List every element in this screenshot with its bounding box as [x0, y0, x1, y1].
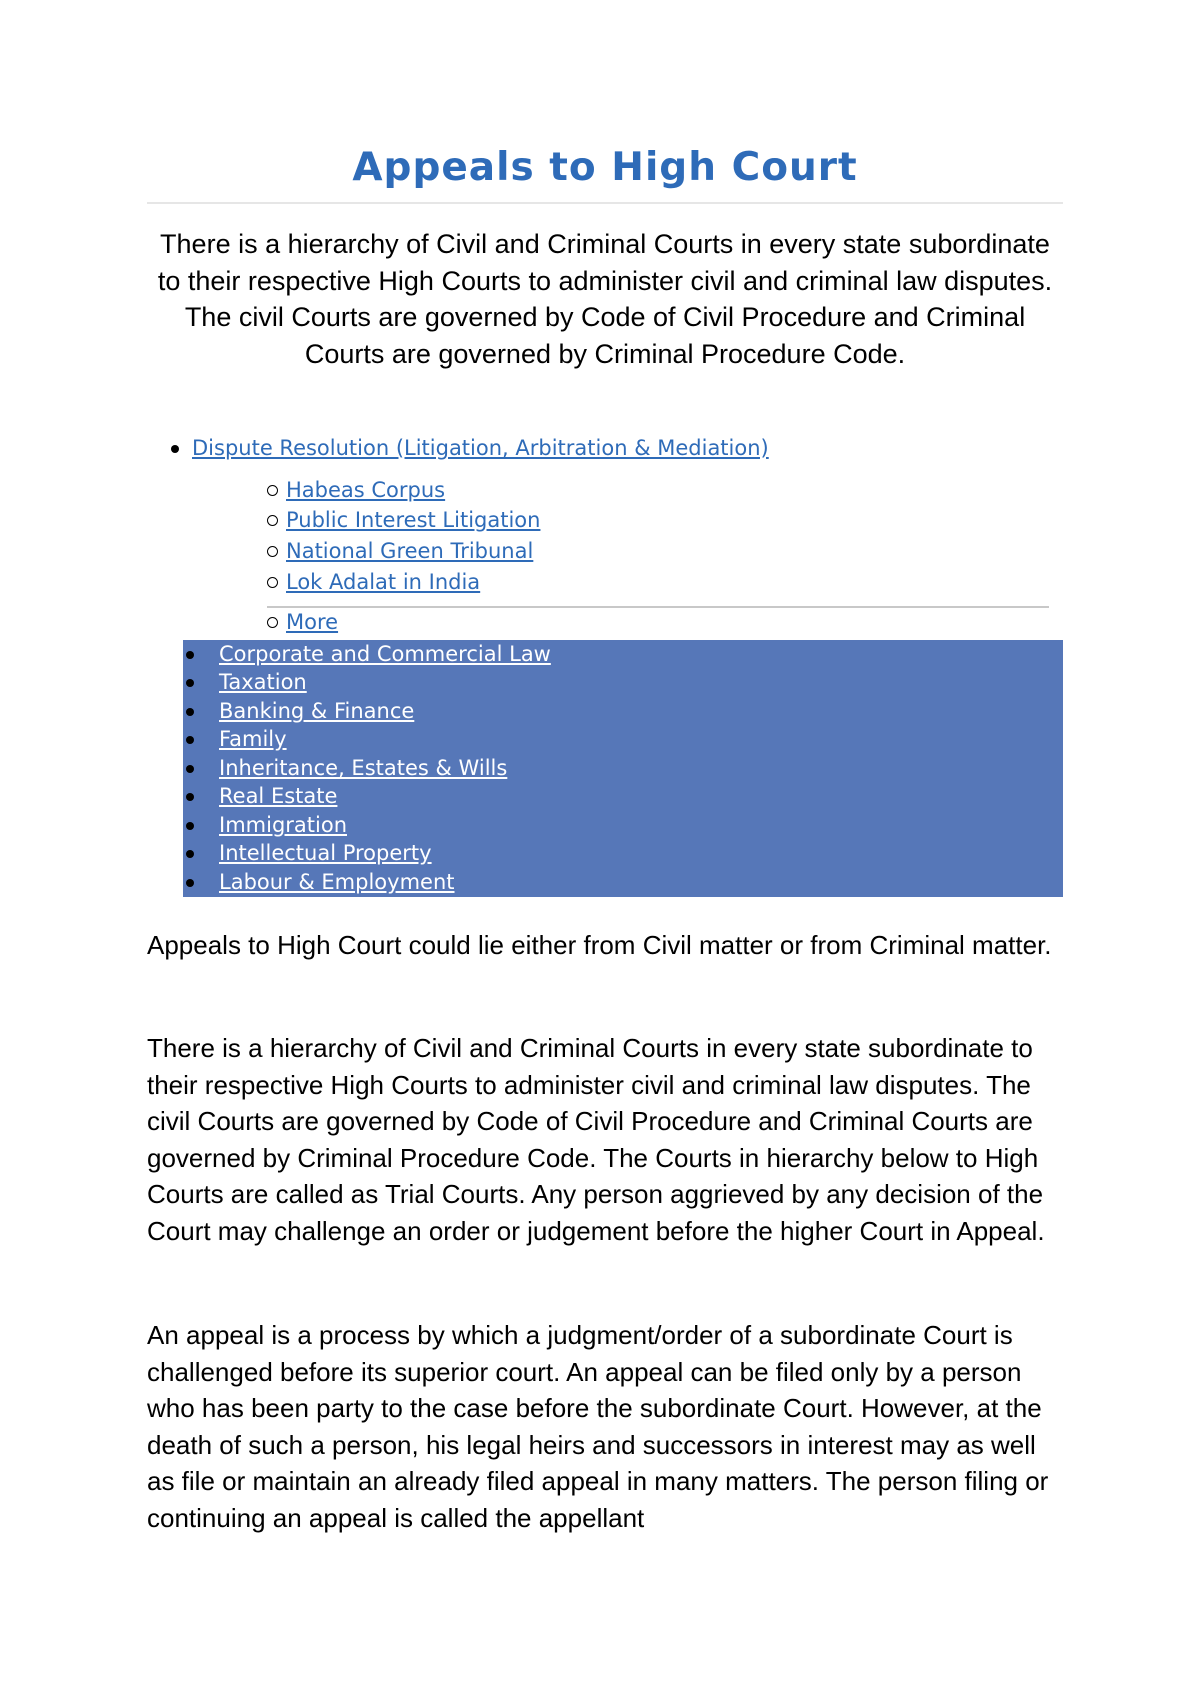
circle-bullet-icon	[267, 485, 278, 496]
bullet-icon	[186, 679, 194, 687]
category-link-immigration[interactable]: Immigration	[219, 813, 347, 837]
circle-bullet-icon	[267, 546, 278, 557]
category-link-family[interactable]: Family	[219, 727, 287, 751]
category-link-real-estate[interactable]: Real Estate	[219, 784, 338, 808]
category-link-labour[interactable]: Labour & Employment	[219, 870, 455, 894]
sub-list-item	[267, 537, 533, 565]
sub-list-item	[267, 568, 480, 596]
category-link-inheritance[interactable]: Inheritance, Estates & Wills	[219, 756, 508, 780]
category-link-corporate[interactable]: Corporate and Commercial Law	[219, 642, 551, 666]
category-panel	[183, 640, 1063, 897]
category-item	[219, 782, 337, 810]
category-item	[219, 725, 287, 753]
title-divider	[147, 202, 1063, 204]
category-item	[219, 668, 307, 696]
category-link-intellectual-property[interactable]: Intellectual Property	[219, 841, 432, 865]
body-paragraph: Appeals to High Court could lie either from Civil matter or from Criminal matter.	[147, 930, 1052, 960]
sub-list-divider	[267, 606, 1049, 608]
circle-bullet-icon	[267, 577, 278, 588]
bullet-icon	[186, 765, 194, 773]
public-interest-litigation-link[interactable]: Public Interest Litigation	[286, 508, 541, 532]
national-green-tribunal-link[interactable]: National Green Tribunal	[286, 539, 534, 563]
bullet-icon	[186, 651, 194, 659]
dispute-resolution-link[interactable]: Dispute Resolution (Litigation, Arbitration & Mediation)	[192, 436, 769, 460]
bullet-icon	[186, 850, 194, 858]
list-item-dispute-resolution	[192, 434, 769, 462]
habeas-corpus-link[interactable]: Habeas Corpus	[286, 478, 446, 502]
bullet-icon	[186, 793, 194, 801]
intro-paragraph: There is a hierarchy of Civil and Criminal Courts in every state subordinate to their respective High Courts to administer civil and criminal law disputes. The civil Courts are governed by Code of Civil Procedure and Criminal Courts are governed by Criminal Procedure Code.	[157, 229, 1053, 369]
category-item	[219, 839, 432, 867]
category-item	[219, 697, 414, 725]
body-paragraph: There is a hierarchy of Civil and Criminal Courts in every state subordinate to their respective High Courts to administer civil and criminal law disputes. The civil Courts are governed by Code of Civil Procedure and Criminal Courts are governed by Criminal Procedure Code. The Courts in hierarchy below to High Courts are called as Trial Courts. Any person aggrieved by any decision of the Court may challenge an order or judgement before the higher Court in Appeal.	[147, 1033, 1045, 1246]
bullet-icon	[186, 822, 194, 830]
category-link-banking[interactable]: Banking & Finance	[219, 699, 415, 723]
category-item	[219, 811, 347, 839]
category-item	[219, 640, 551, 668]
bullet-icon	[186, 879, 194, 887]
bullet-icon	[186, 708, 194, 716]
sub-list-item	[267, 476, 445, 504]
body-paragraph: An appeal is a process by which a judgment/order of a subordinate Court is challenged before its superior court. An appeal can be filed only by a person who has been party to the case before the subordinate Court. However, at the death of such a person, his legal heirs and successors in interest may as well as file or maintain an already filed appeal in many matters. The person filing or continuing an appeal is called the appellant	[147, 1320, 1049, 1533]
more-link[interactable]: More	[286, 610, 339, 634]
category-item	[219, 868, 455, 896]
bullet-icon	[171, 445, 179, 453]
lok-adalat-link[interactable]: Lok Adalat in India	[286, 570, 481, 594]
category-link-taxation[interactable]: Taxation	[219, 670, 307, 694]
sub-list-item	[267, 506, 540, 534]
circle-bullet-icon	[267, 515, 278, 526]
bullet-icon	[186, 736, 194, 744]
sub-list-item-more	[267, 608, 338, 636]
category-item	[219, 754, 507, 782]
circle-bullet-icon	[267, 617, 278, 628]
page-title: Appeals to High Court	[352, 145, 858, 190]
